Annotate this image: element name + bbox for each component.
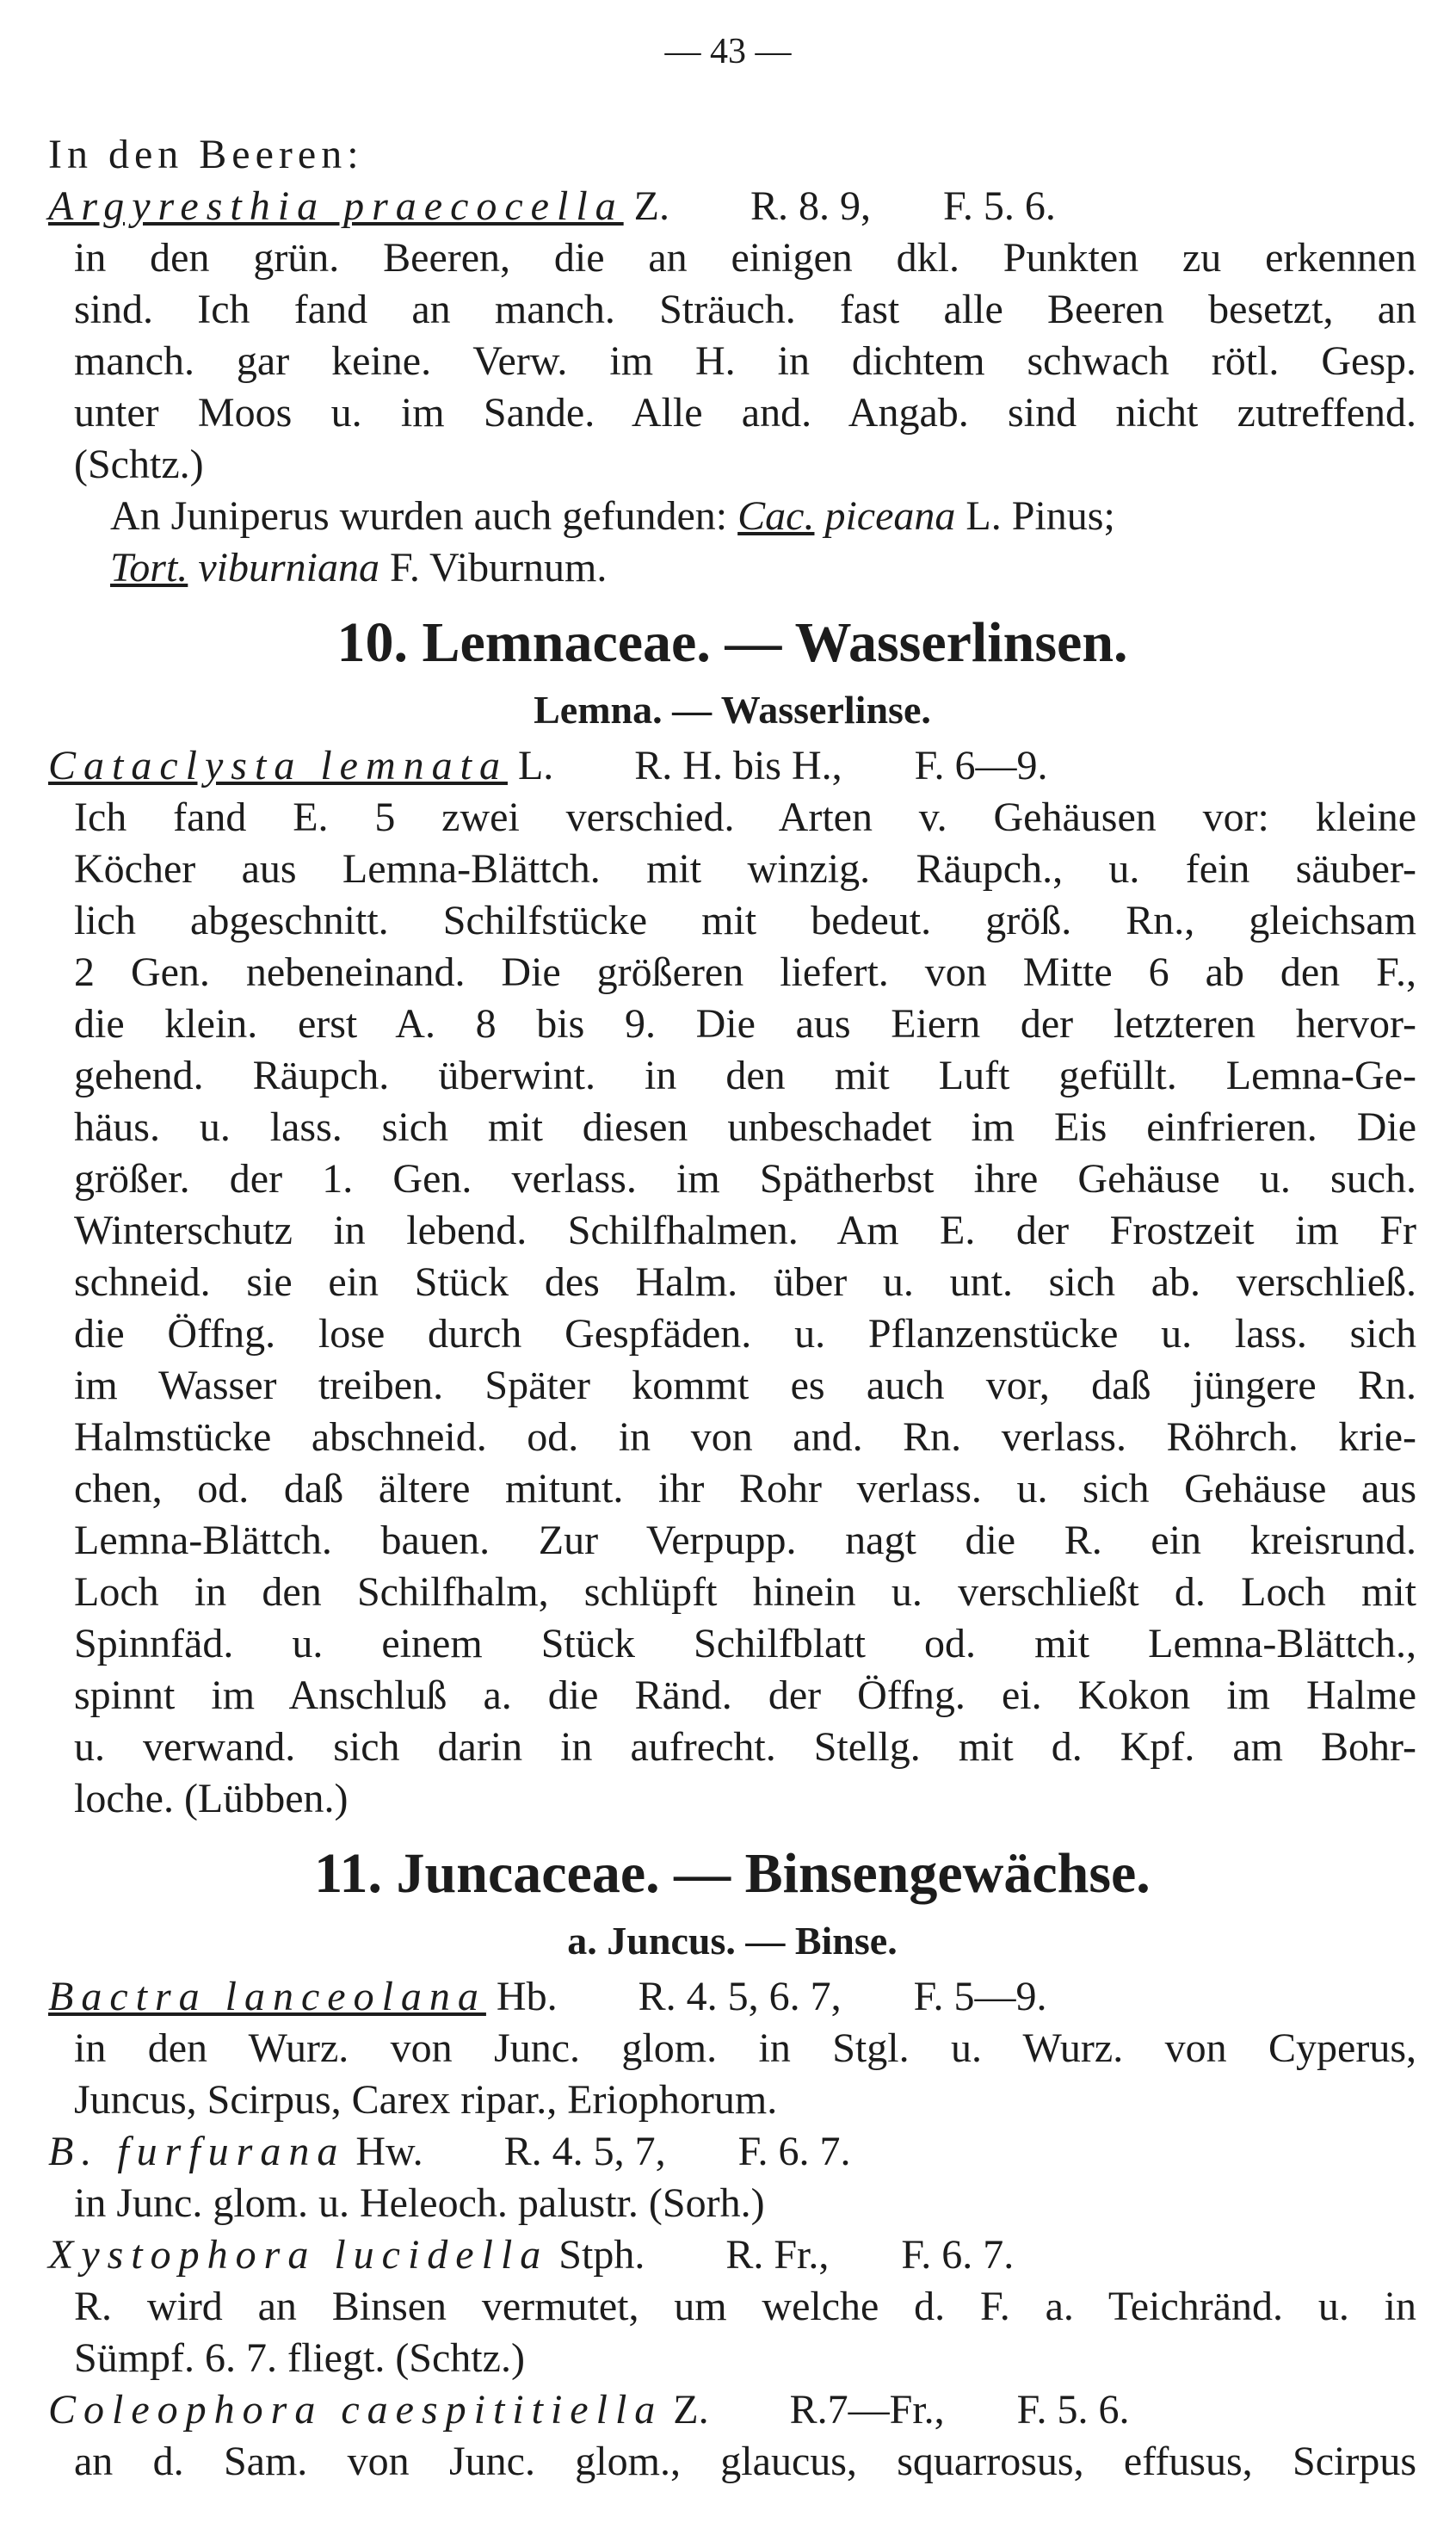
species-name: Coleophora caespititiella [48,2387,663,2433]
text-line: Köcher aus Lemna-Blättch. mit winzig. Räupch., u. fein säuber- [74,846,1416,892]
text-line: häus. u. lass. sich mit diesen unbeschadet im Eis einfrieren. Die [74,1104,1416,1150]
text-line: manch. gar keine. Verw. im H. in dichtem schwach rötl. Gesp. [74,338,1416,384]
entry-text [48,2281,1416,2384]
text-line: u. verwand. sich darin in aufrecht. Stellg. mit d. Kpf. am Bohr- [74,1724,1416,1770]
species-name: Xystophora lucidella [48,2232,549,2278]
species-author: Hw. [355,2129,423,2174]
text-line: die Öffng. lose durch Gespfäden. u. Pflanzenstücke u. lass. sich [74,1311,1416,1357]
text-line: in den Wurz. von Junc. glom. in Stgl. u. Wurz. von Cyperus, [74,2025,1416,2071]
text-line: schneid. sie ein Stück des Halm. über u. unt. sich ab. verschließ. [74,1259,1416,1305]
intro-text [48,232,1416,491]
text-line: 2 Gen. nebeneinand. Die größeren liefert. von Mitte 6 ab den F., [74,949,1416,995]
text-line: Halmstücke abschneid. od. in von and. Rn. verlass. Röhrch. krie- [74,1414,1416,1460]
species-name: Bactra lanceolana [48,1974,486,2019]
species-author: Z. [673,2387,709,2433]
text-line: (Schtz.) [74,442,204,487]
species-r: R. 4. 5, 6. 7, [638,1974,842,2019]
species-f: F. 6. 7. [737,2129,851,2174]
text-line: spinnt im Anschluß a. die Ränd. der Öffng. ei. Kokon im Halme [74,1672,1416,1718]
text-line: loche. (Lübben.) [74,1776,349,1821]
text-line: Ich fand E. 5 zwei verschied. Arten v. Gehäusen vor: kleine [74,794,1416,840]
text-line: Lemna-Blättch. bauen. Zur Verpupp. nagt die R. ein kreisrund. [74,1518,1416,1563]
text-line: Winterschutz in lebend. Schilfhalmen. Am E. der Frostzeit im Fr [74,1208,1416,1253]
text-line: im Wasser treiben. Später kommt es auch vor, daß jüngere Rn. [74,1363,1416,1408]
species-r: R. 8. 9, [750,183,871,229]
species-f: F. 5—9. [913,1974,1047,2019]
text-line: Sümpf. 6. 7. fliegt. (Schtz.) [74,2335,525,2381]
species-name: B. furfurana [48,2129,346,2174]
species-line-argyresthia [48,181,1416,232]
species-f: F. 5. 6. [1016,2387,1130,2433]
text-line: die klein. erst A. 8 bis 9. Die aus Eiern der letzteren hervor- [74,1001,1416,1047]
species-author: Stph. [558,2232,645,2278]
species-r: R.7—Fr., [789,2387,945,2433]
species-f: F. 6—9. [914,743,1048,788]
species-f: F. 5. 6. [943,183,1056,229]
section-10-title: 10. Lemnaceae. — Wasserlinsen. [336,611,1128,674]
species-line-xystophora [48,2229,1416,2281]
species-line-cataclysta [48,740,1416,792]
page-number: — 43 — [664,32,792,71]
text-line: Juncus, Scirpus, Carex ripar., Eriophorum. [74,2077,778,2123]
species-name: Cataclysta lemnata [48,743,508,788]
section-11-title: 11. Juncaceae. — Binsengewächse. [314,1842,1151,1905]
text-line: sind. Ich fand an manch. Sträuch. fast alle Beeren besetzt, an [74,287,1416,332]
entry-text [48,2436,1416,2488]
juniperus-prefix: An Juniperus wurden auch gefunden: [110,493,728,539]
viburniana-host: F. Viburnum. [389,545,608,590]
species-name: Argyresthia praecocella [48,183,624,229]
section-10-text [48,792,1416,1825]
species-line-coleophora [48,2384,1416,2436]
genus-cac: Cac. [737,493,815,539]
text-line: R. wird an Binsen vermutet, um welche d. F. a. Teichränd. u. in [74,2284,1416,2329]
text-column [48,129,1416,2488]
juniperus-line [48,491,1416,542]
text-line: größer. der 1. Gen. verlass. im Spätherbst ihre Gehäuse u. such. [74,1156,1416,1202]
species-f: F. 6. 7. [901,2232,1015,2278]
species-r: R. H. bis H., [634,743,842,788]
species-author: L. [517,743,554,788]
text-line: an d. Sam. von Junc. glom., glaucus, squarrosus, effusus, Scirpus [74,2439,1416,2484]
species-author: Z. [633,183,669,229]
species-line-furfurana [48,2126,1416,2178]
text-line: in den grün. Beeren, die an einigen dkl. Punkten zu erkennen [74,235,1416,281]
species-line-bactra [48,1971,1416,2023]
intro-heading: In den Beeren: [48,132,364,177]
species-piceana: piceana [824,493,956,539]
piceana-host: L. Pinus; [966,493,1115,539]
section-10-subtitle: Lemna. — Wasserlinse. [534,688,931,732]
text-line: chen, od. daß ältere mitunt. ihr Rohr verlass. u. sich Gehäuse aus [74,1466,1416,1512]
text-line: gehend. Räupch. überwint. in den mit Luft gefüllt. Lemna-Ge- [74,1053,1416,1098]
section-11-subtitle: a. Juncus. — Binse. [567,1919,898,1963]
entry-text [48,2178,1416,2229]
text-line: Loch in den Schilfhalm, schlüpft hinein u. verschließt d. Loch mit [74,1569,1416,1615]
tortrix-line [48,542,1416,594]
species-r: R. Fr., [725,2232,830,2278]
text-line: Spinnfäd. u. einem Stück Schilfblatt od. mit Lemna-Blättch., [74,1621,1416,1666]
species-r: R. 4. 5, 7, [503,2129,666,2174]
text-line: lich abgeschnitt. Schilfstücke mit bedeut. größ. Rn., gleichsam [74,898,1416,943]
species-viburniana: viburniana [198,545,379,590]
genus-tort: Tort. [110,545,188,590]
species-author: Hb. [496,1974,558,2019]
text-line: in Junc. glom. u. Heleoch. palustr. (Sorh.) [74,2180,765,2226]
text-line: unter Moos u. im Sande. Alle and. Angab. sind nicht zutreffend. [74,390,1416,436]
entry-text [48,2023,1416,2126]
